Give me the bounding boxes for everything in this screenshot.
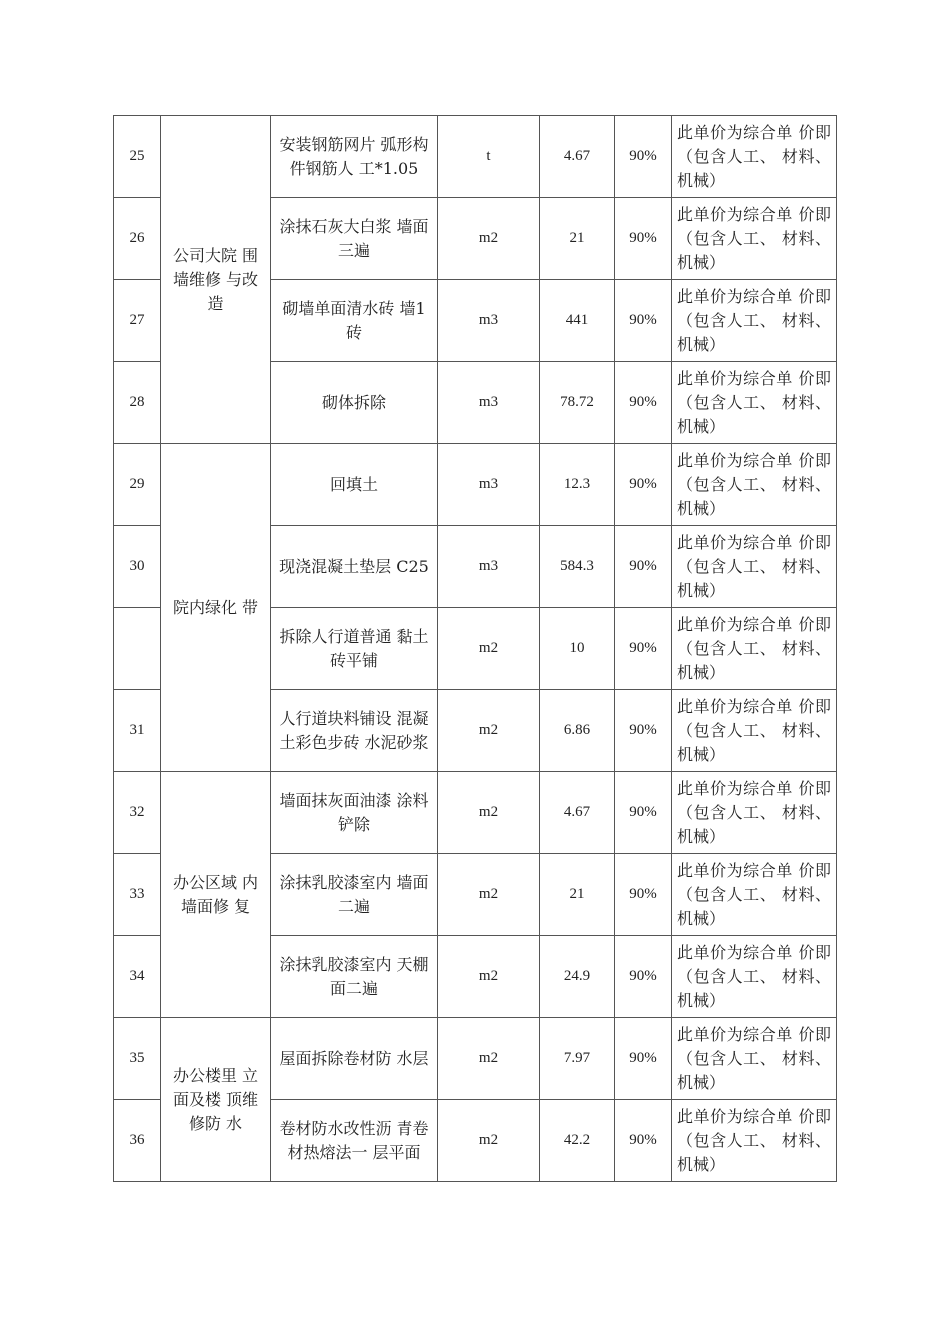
rate-cell: 90% — [615, 690, 672, 772]
table-row — [114, 1018, 837, 1100]
unit-cell: m2 — [438, 772, 540, 854]
unit-cell: m2 — [438, 854, 540, 936]
category-cell: 院内绿化 带 — [161, 444, 271, 772]
rate-cell: 90% — [615, 772, 672, 854]
row-number — [114, 608, 161, 690]
rate-cell: 90% — [615, 1018, 672, 1100]
remark-cell: 此单价为综合单 价即（包含人工、 材料、机械） — [672, 1018, 837, 1100]
remark-cell: 此单价为综合单 价即（包含人工、 材料、机械） — [672, 444, 837, 526]
rate-cell: 90% — [615, 1100, 672, 1182]
unit-cell: m3 — [438, 280, 540, 362]
unit-cell: m2 — [438, 1100, 540, 1182]
item-name: 安装钢筋网片 弧形构件钢筋人 工*1.05 — [271, 116, 438, 198]
item-name: 回填土 — [271, 444, 438, 526]
item-name: 现浇混凝土垫层 C25 — [271, 526, 438, 608]
item-name: 卷材防水改性沥 青卷材热熔法一 层平面 — [271, 1100, 438, 1182]
row-number: 36 — [114, 1100, 161, 1182]
item-name: 拆除人行道普通 黏土砖平铺 — [271, 608, 438, 690]
table-row — [114, 444, 837, 526]
rate-cell: 90% — [615, 116, 672, 198]
remark-cell: 此单价为综合单 价即（包含人工、 材料、机械） — [672, 690, 837, 772]
unit-cell: m3 — [438, 444, 540, 526]
row-number: 34 — [114, 936, 161, 1018]
row-number: 35 — [114, 1018, 161, 1100]
table-row — [114, 772, 837, 854]
rate-cell: 90% — [615, 608, 672, 690]
rate-cell: 90% — [615, 526, 672, 608]
item-name: 涂抹石灰大白浆 墙面三遍 — [271, 198, 438, 280]
row-number: 28 — [114, 362, 161, 444]
remark-cell: 此单价为综合单 价即（包含人工、 材料、机械） — [672, 772, 837, 854]
item-name: 涂抹乳胶漆室内 墙面二遍 — [271, 854, 438, 936]
item-name: 涂抹乳胶漆室内 天棚面二遍 — [271, 936, 438, 1018]
unit-cell: m2 — [438, 198, 540, 280]
remark-cell: 此单价为综合单 价即（包含人工、 材料、机械） — [672, 1100, 837, 1182]
quantity-cell: 21 — [540, 854, 615, 936]
remark-cell: 此单价为综合单 价即（包含人工、 材料、机械） — [672, 362, 837, 444]
item-name: 墙面抹灰面油漆 涂料铲除 — [271, 772, 438, 854]
row-number: 26 — [114, 198, 161, 280]
quantity-cell: 12.3 — [540, 444, 615, 526]
quantity-cell: 4.67 — [540, 116, 615, 198]
unit-cell: m3 — [438, 526, 540, 608]
quantity-cell: 441 — [540, 280, 615, 362]
quantity-cell: 24.9 — [540, 936, 615, 1018]
rate-cell: 90% — [615, 280, 672, 362]
rate-cell: 90% — [615, 362, 672, 444]
unit-cell: m3 — [438, 362, 540, 444]
quantity-cell: 7.97 — [540, 1018, 615, 1100]
remark-cell: 此单价为综合单 价即（包含人工、 材料、机械） — [672, 936, 837, 1018]
rate-cell: 90% — [615, 854, 672, 936]
row-number: 31 — [114, 690, 161, 772]
quantity-cell: 10 — [540, 608, 615, 690]
item-name: 砌体拆除 — [271, 362, 438, 444]
unit-cell: m2 — [438, 936, 540, 1018]
item-name: 屋面拆除卷材防 水层 — [271, 1018, 438, 1100]
quantity-cell: 6.86 — [540, 690, 615, 772]
row-number: 30 — [114, 526, 161, 608]
quantity-cell: 4.67 — [540, 772, 615, 854]
quantity-cell: 21 — [540, 198, 615, 280]
rate-cell: 90% — [615, 936, 672, 1018]
row-number: 27 — [114, 280, 161, 362]
unit-cell: m2 — [438, 690, 540, 772]
remark-cell: 此单价为综合单 价即（包含人工、 材料、机械） — [672, 280, 837, 362]
item-name: 人行道块料铺设 混凝土彩色步砖 水泥砂浆 — [271, 690, 438, 772]
item-name: 砌墙单面清水砖 墙1砖 — [271, 280, 438, 362]
remark-cell: 此单价为综合单 价即（包含人工、 材料、机械） — [672, 116, 837, 198]
quantity-cell: 42.2 — [540, 1100, 615, 1182]
row-number: 33 — [114, 854, 161, 936]
row-number: 29 — [114, 444, 161, 526]
category-cell: 办公区域 内墙面修 复 — [161, 772, 271, 1018]
price-table-body — [114, 116, 837, 1182]
row-number: 32 — [114, 772, 161, 854]
price-table — [113, 115, 837, 1182]
rate-cell: 90% — [615, 444, 672, 526]
unit-cell: m2 — [438, 1018, 540, 1100]
remark-cell: 此单价为综合单 价即（包含人工、 材料、机械） — [672, 198, 837, 280]
table-row — [114, 116, 837, 198]
remark-cell: 此单价为综合单 价即（包含人工、 材料、机械） — [672, 608, 837, 690]
row-number: 25 — [114, 116, 161, 198]
quantity-cell: 78.72 — [540, 362, 615, 444]
category-cell: 公司大院 围墙维修 与改造 — [161, 116, 271, 444]
quantity-cell: 584.3 — [540, 526, 615, 608]
remark-cell: 此单价为综合单 价即（包含人工、 材料、机械） — [672, 526, 837, 608]
unit-cell: t — [438, 116, 540, 198]
remark-cell: 此单价为综合单 价即（包含人工、 材料、机械） — [672, 854, 837, 936]
rate-cell: 90% — [615, 198, 672, 280]
category-cell: 办公楼里 立面及楼 顶维修防 水 — [161, 1018, 271, 1182]
unit-cell: m2 — [438, 608, 540, 690]
